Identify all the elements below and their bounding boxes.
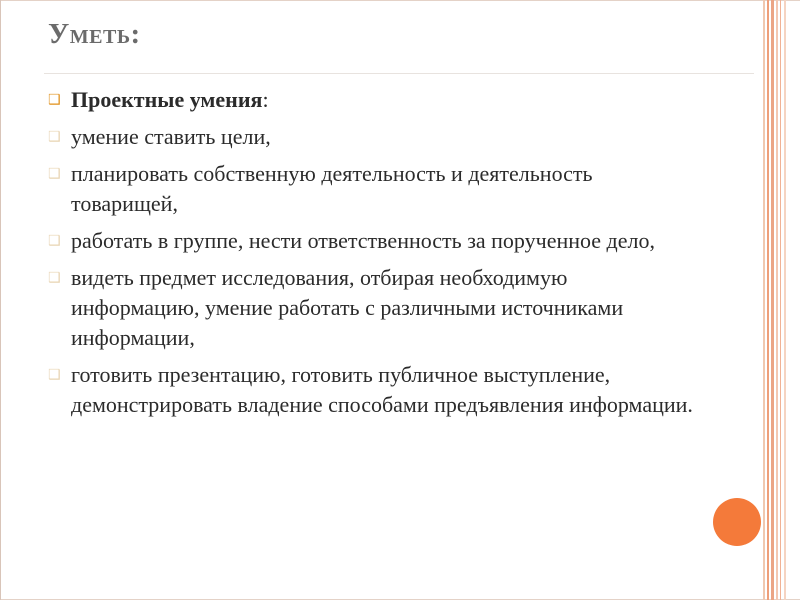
bullet-item (48, 122, 698, 152)
title-divider (44, 73, 754, 74)
bullet-text: готовить презентацию, готовить публичное выступление, демонстрировать владение способами предъявления информации. (71, 362, 693, 417)
bullet-item (48, 263, 698, 353)
bullet-text: видеть предмет исследования, отбирая необходимую информацию, умение работать с различными источниками информации, (71, 265, 624, 350)
bullet-icon: ❑ (48, 129, 61, 145)
slide-border-left (0, 0, 1, 600)
bullet-text: умение ставить цели, (71, 124, 271, 149)
decorative-stripe (784, 0, 786, 600)
decorative-stripe (780, 0, 781, 600)
decorative-stripe (767, 0, 769, 600)
bullet-icon: ❑ (48, 166, 61, 182)
bullet-text: Проектные умения (71, 87, 263, 112)
bullet-text: планировать собственную деятельность и деятельность товарищей, (71, 161, 593, 216)
decorative-stripe (763, 0, 765, 600)
bullet-text: работать в группе, нести ответственность за порученное дело, (71, 228, 655, 253)
decorative-stripe (776, 0, 778, 600)
bullet-suffix: : (262, 87, 269, 112)
bullet-icon: ❑ (48, 92, 61, 108)
slide-title: Уметь: (48, 18, 141, 50)
bullet-icon: ❑ (48, 233, 61, 249)
bullet-icon: ❑ (48, 270, 61, 286)
decorative-stripe (771, 0, 774, 600)
bullet-list (48, 85, 698, 427)
bullet-item (48, 159, 698, 219)
bullet-item (48, 226, 698, 256)
decorative-circle (713, 498, 761, 546)
slide-border-top (0, 0, 800, 1)
bullet-icon: ❑ (48, 367, 61, 383)
bullet-item (48, 85, 698, 115)
bullet-item (48, 360, 698, 420)
